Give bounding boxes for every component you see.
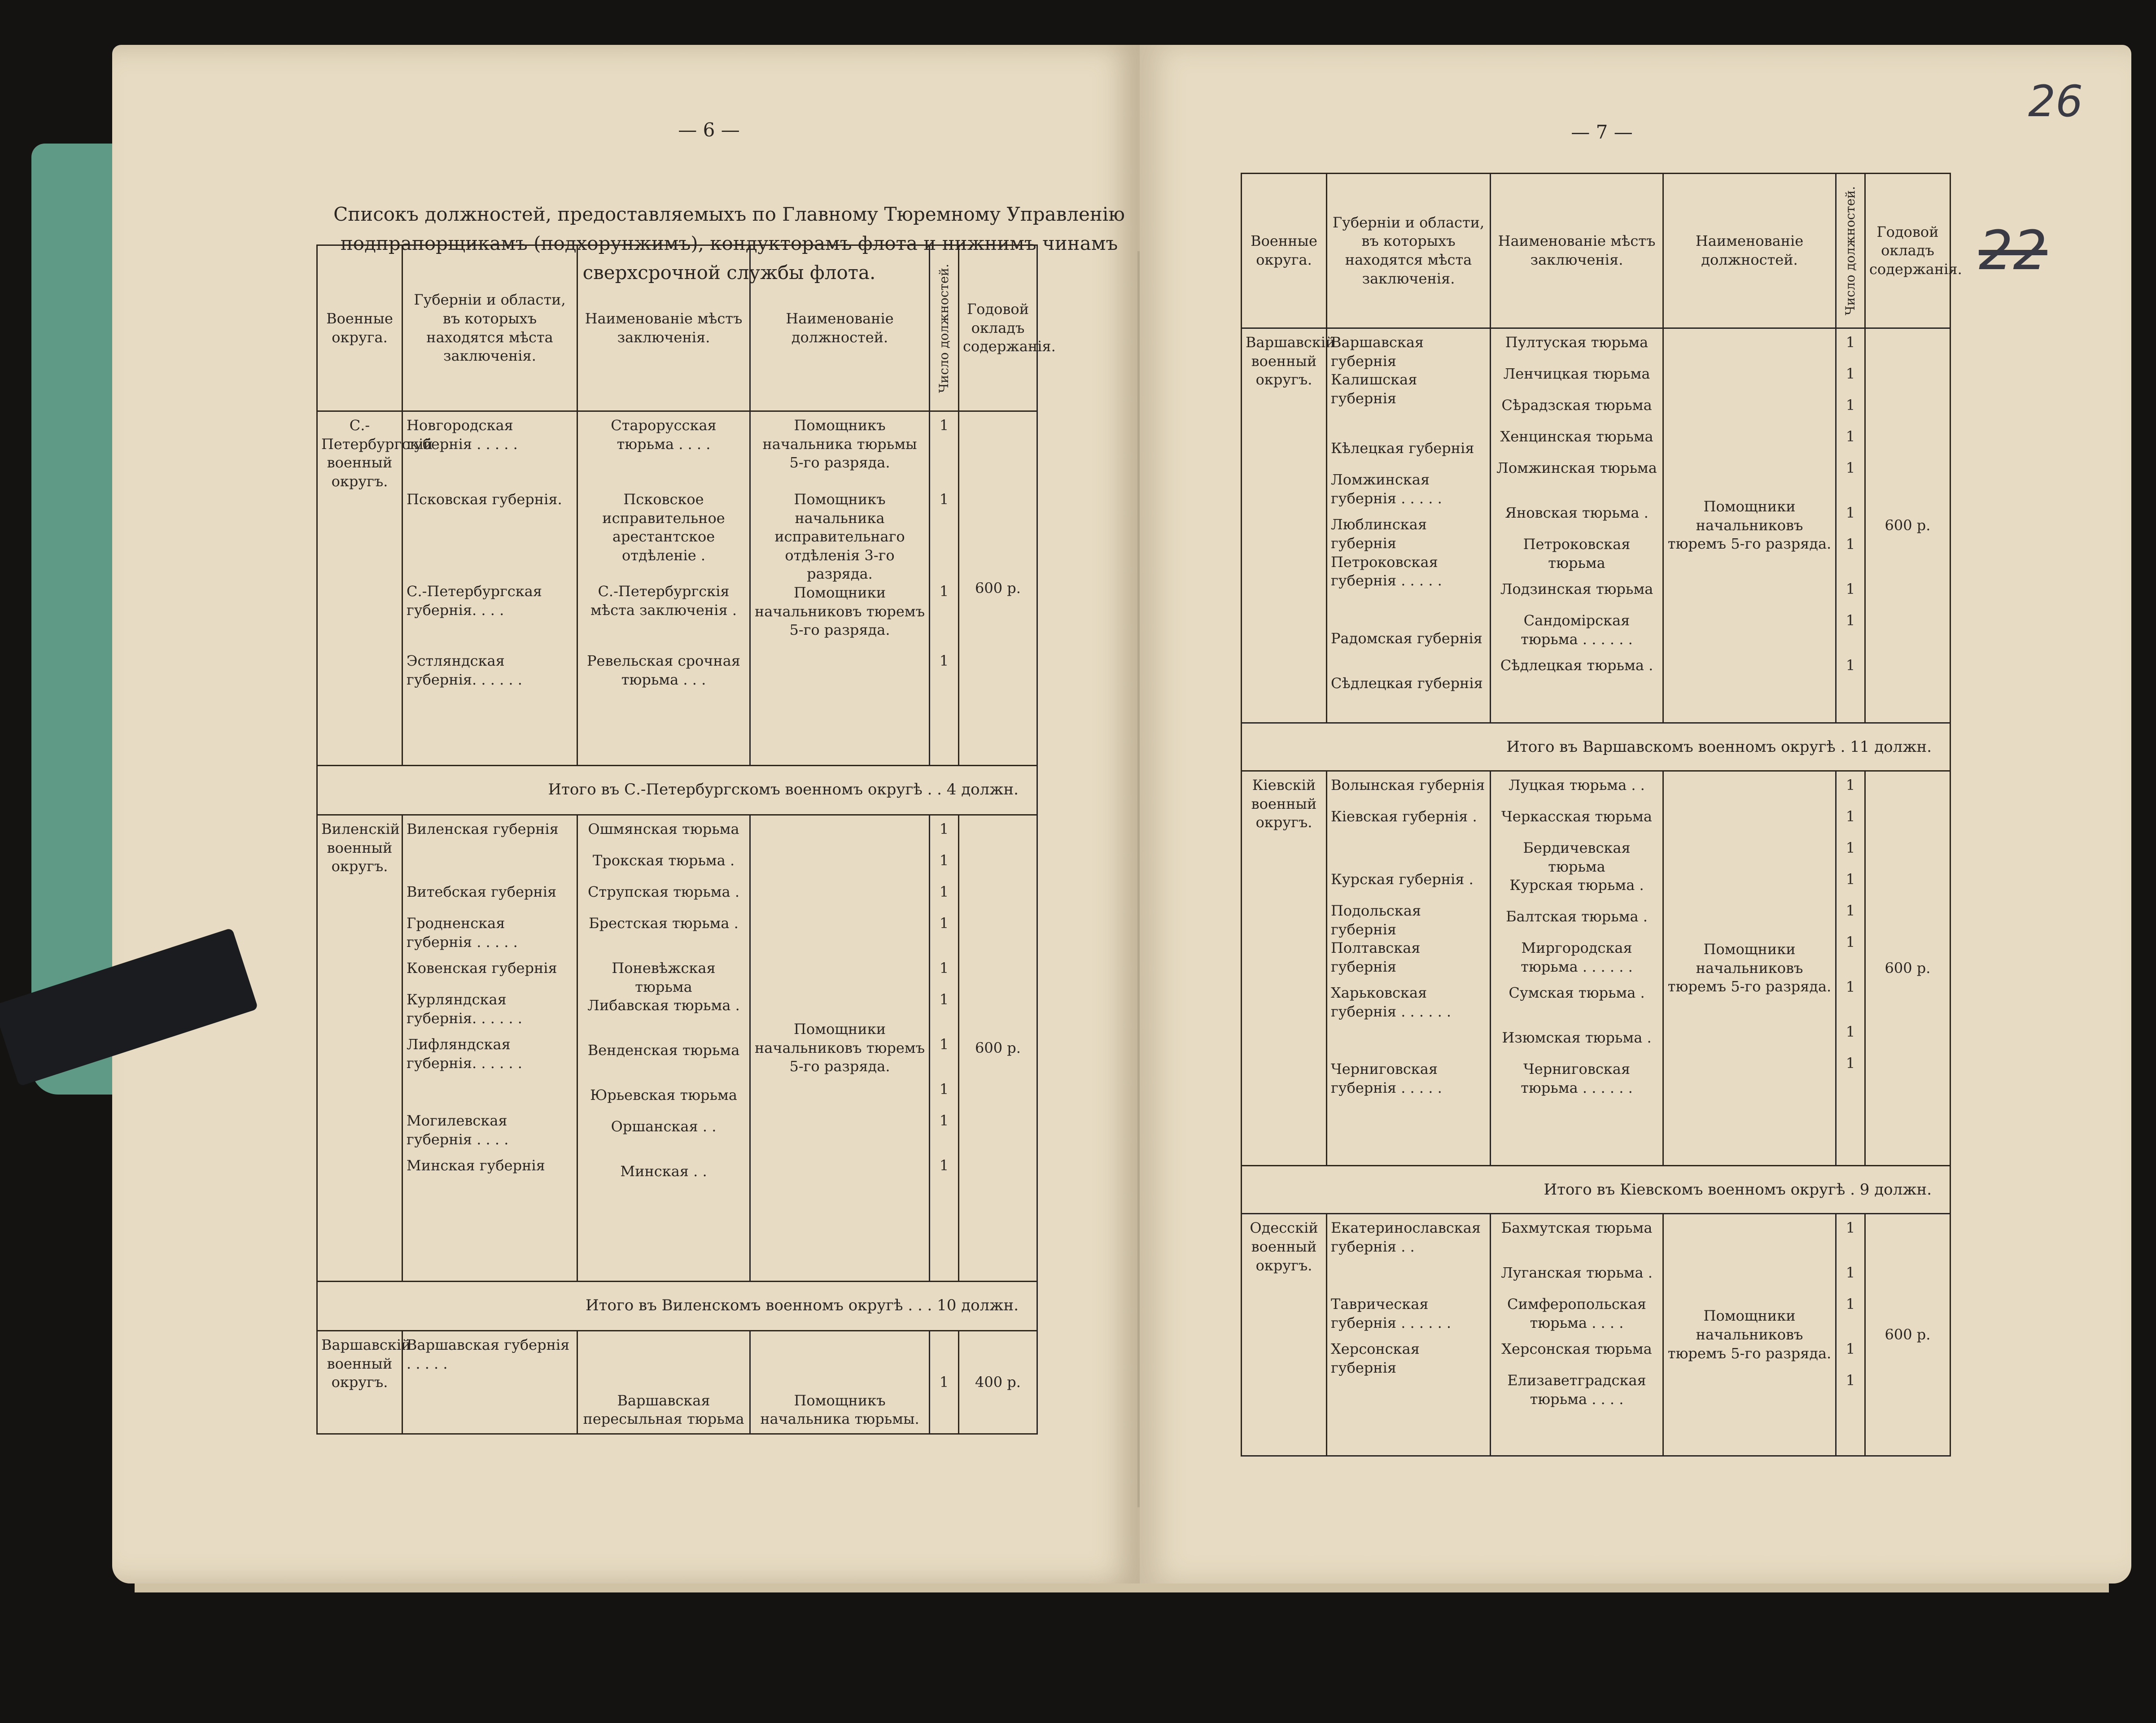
header-count: Число должностей. xyxy=(1836,174,1865,328)
section-warsaw xyxy=(1242,328,1950,723)
total-vilna: Итого въ Виленскомъ военномъ округѣ . . . 10 должн. xyxy=(317,1282,1037,1331)
province-cell: Варшавская губернія . . . . . xyxy=(402,1331,577,1434)
salary-cell: 600 р. xyxy=(959,815,1037,1282)
section-odessa xyxy=(1242,1214,1950,1456)
salary-cell: 600 р. xyxy=(1865,1214,1950,1456)
header-salary: Годовой окладъ содержанія. xyxy=(959,245,1037,411)
count-cell: 1 1 1 1 xyxy=(930,411,959,766)
place-cell: Старорусская тюрьма . . . . Псковское исправительное арестантское отдѣленіе . С.-Петербургскія мѣста заключенія . Ревельская срочная тюрьма . . . xyxy=(577,411,750,766)
province-cell: Варшавская губернія Калишская губернія Кѣлецкая губернія Ломжинская губернія . . . . . Люблинская губернія Петроковская губернія . . . . . Радомская губернія Сѣдлецкая губернія xyxy=(1327,328,1491,723)
district-cell: Кіевскій военный округъ. xyxy=(1242,771,1327,1166)
salary-cell: 400 р. xyxy=(959,1331,1037,1434)
position-cell: Помощники начальниковъ тюремъ 5-го разряда. xyxy=(750,815,930,1282)
place-cell: Ошмянская тюрьма Трокская тюрьма . Струпская тюрьма . Брестская тюрьма . Поневѣжская тюрьма Либавская тюрьма . Венденская тюрьма Юрьевская тюрьма Оршанская . . Минская . . xyxy=(577,815,750,1282)
left-page xyxy=(112,45,1140,1583)
header-district: Военные округа. xyxy=(1242,174,1327,328)
section-kiev xyxy=(1242,771,1950,1166)
section-vilna xyxy=(317,815,1037,1282)
position-cell: Помощники начальниковъ тюремъ 5-го разряда. xyxy=(1663,771,1836,1166)
header-province: Губерніи и области, въ которыхъ находятся мѣста заключенія. xyxy=(1327,174,1491,328)
place-cell: Бахмутская тюрьма Луганская тюрьма . Симферопольская тюрьма . . . . Херсонская тюрьма Елизаветградская тюрьма . . . . xyxy=(1491,1214,1663,1456)
struck-folio-number: 22 xyxy=(1979,220,2047,282)
section-warsaw-left xyxy=(317,1331,1037,1434)
province-cell: Виленская губернія Витебская губернія Гродненская губернія . . . . . Ковенская губернія Курляндская губернія. . . . . . Лифляндская губернія. . . . . . Могилевская губернія . . . . Минская губернія xyxy=(402,815,577,1282)
header-count: Число должностей. xyxy=(930,245,959,411)
salary-cell: 600 р. xyxy=(1865,771,1950,1166)
count-cell: 1 1 1 1 1 1 1 1 1 1 xyxy=(930,815,959,1282)
province-cell: Волынская губернія Кіевская губернія . Курская губернія . Подольская губернія Полтавская губернія Харьковская губернія . . . . . . Черниговская губернія . . . . . xyxy=(1327,771,1491,1166)
place-cell: Луцкая тюрьма . . Черкасская тюрьма Бердичевская тюрьма Курская тюрьма . Балтская тюрьма . Миргородская тюрьма . . . . . . Сумская тюрьма . Изюмская тюрьма . Черниговская тюрьма . . . . . . xyxy=(1491,771,1663,1166)
position-cell: Помощникъ начальника тюрьмы 5-го разряда. Помощникъ начальника исправительнаго отдѣленія 3-го разряда. Помощники начальниковъ тюремъ 5-го разряда. xyxy=(750,411,930,766)
count-cell: 1 xyxy=(930,1331,959,1434)
header-place: Наименованіе мѣстъ заключенія. xyxy=(1491,174,1663,328)
salary-cell: 600 р. xyxy=(1865,328,1950,723)
district-cell: Варшавскій военный округъ. xyxy=(317,1331,402,1434)
right-page-number: — 7 — xyxy=(1571,121,1633,143)
header-position: Наименованіе должностей. xyxy=(1663,174,1836,328)
count-cell: 1 1 1 1 1 xyxy=(1836,1214,1865,1456)
place-cell: Пултуская тюрьма Ленчицкая тюрьма Сѣрадзская тюрьма Хенцинская тюрьма Ломжинская тюрьма Яновская тюрьма . Петроковская тюрьма Лодзинская тюрьма Сандомірская тюрьма . . . . . . Сѣдлецкая тюрьма . xyxy=(1491,328,1663,723)
district-cell: Варшавскій военный округъ. xyxy=(1242,328,1327,723)
position-cell: Помощникъ начальника тюрьмы. xyxy=(750,1331,930,1434)
total-kiev: Итого въ Кіевскомъ военномъ округѣ . 9 должн. xyxy=(1242,1166,1950,1214)
right-table xyxy=(1241,173,1962,1457)
province-cell: Новгородская губернія . . . . . Псковская губернія. С.-Петербургская губернія. . . . Эстляндская губернія. . . . . . xyxy=(402,411,577,766)
province-cell: Екатеринославская губернія . . Таврическая губернія . . . . . . Херсонская губернія xyxy=(1327,1214,1491,1456)
header-province: Губерніи и области, въ которыхъ находятся мѣста заключенія. xyxy=(402,245,577,411)
header-place: Наименованіе мѣстъ заключенія. xyxy=(577,245,750,411)
section-spb xyxy=(317,411,1037,766)
district-cell: Одесскій военный округъ. xyxy=(1242,1214,1327,1456)
place-cell: Варшавская пересыльная тюрьма xyxy=(577,1331,750,1434)
right-page xyxy=(1140,45,2131,1583)
header-district: Военные округа. xyxy=(317,245,402,411)
folio-number: 26 xyxy=(2028,76,2083,126)
header-salary: Годовой окладъ содержанія. xyxy=(1865,174,1950,328)
count-cell: 1 1 1 1 1 1 1 1 1 1 xyxy=(1836,328,1865,723)
total-spb: Итого въ С.-Петербургскомъ военномъ округѣ . . 4 должн. xyxy=(317,766,1037,815)
district-cell: С.-Петербургскій военный округъ. xyxy=(317,411,402,766)
header-position: Наименованіе должностей. xyxy=(750,245,930,411)
left-title: Списокъ должностей, предоставляемыхъ по Главному Тюремному Управленію подпрапорщикамъ (подхорунжимъ), кондукторамъ флота и нижнимъ чинамъ сверхсрочной службы флота. xyxy=(333,203,1125,284)
district-cell: Виленскій военный округъ. xyxy=(317,815,402,1282)
left-page-number: — 6 — xyxy=(678,119,740,141)
total-warsaw: Итого въ Варшавскомъ военномъ округѣ . 11 должн. xyxy=(1242,723,1950,771)
count-cell: 1 1 1 1 1 1 1 1 1 xyxy=(1836,771,1865,1166)
position-cell: Помощники начальниковъ тюремъ 5-го разряда. xyxy=(1663,1214,1836,1456)
position-cell: Помощники начальниковъ тюремъ 5-го разряда. xyxy=(1663,328,1836,723)
left-table xyxy=(316,244,1056,1435)
salary-cell: 600 р. xyxy=(959,411,1037,766)
